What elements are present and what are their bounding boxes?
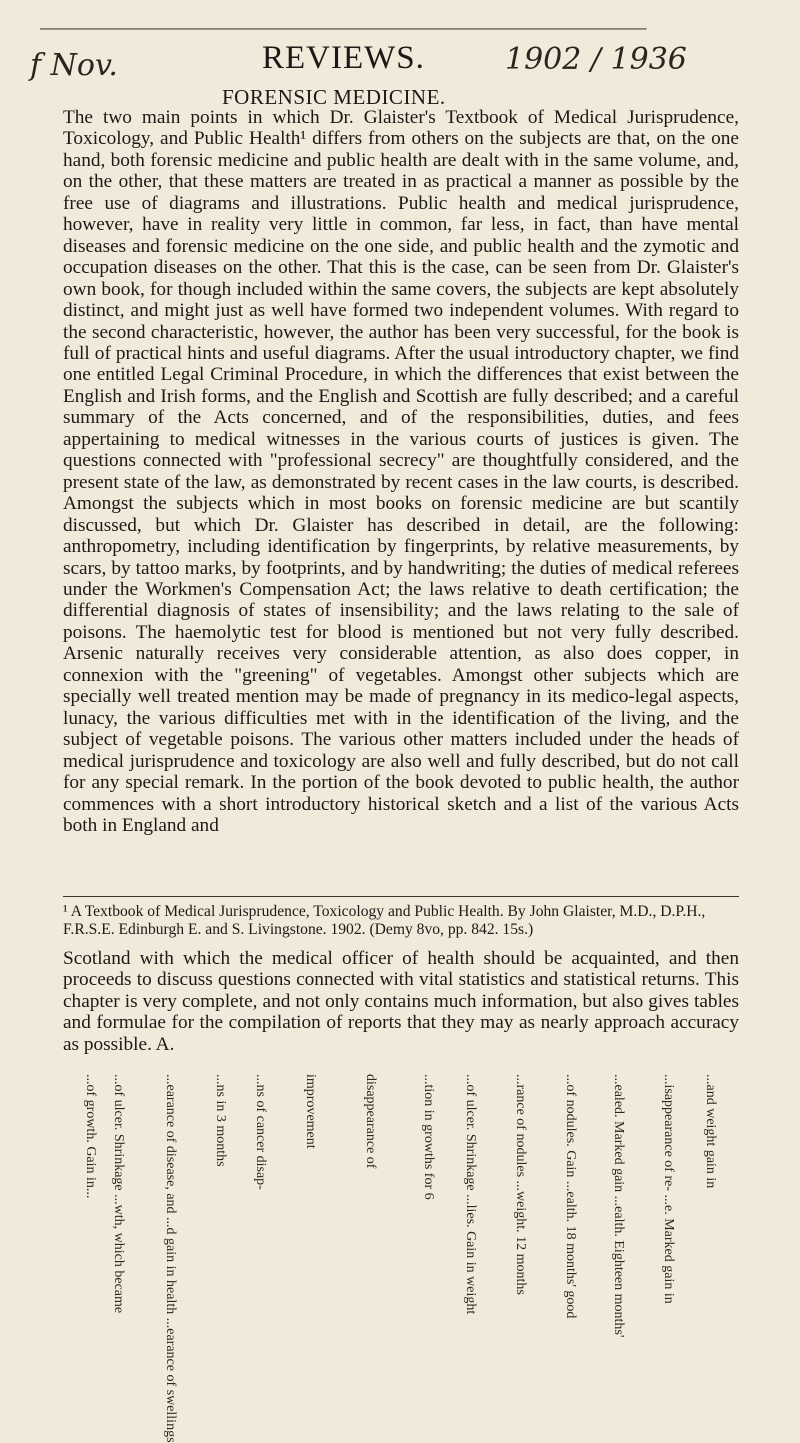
- table-column-text: improvement: [303, 1074, 318, 1149]
- article-paragraph: Scotland with which the medical officer of health should be acquainted, and then proceeds to discuss questions connected with vital statistics and statistical returns. This chapter is very complete, and not only contains much information, but also gives tables and formulae for the compilation of reports that they may as nearly approach accuracy as possible. A.: [63, 948, 739, 1055]
- footnote-divider: [63, 896, 739, 897]
- handwritten-note-left: f Nov.: [30, 48, 118, 83]
- article-body: [63, 107, 739, 836]
- running-head: REVIEWS.: [262, 40, 425, 76]
- bleed-through-table: [63, 1066, 739, 1443]
- article-body-continued: [63, 948, 739, 1055]
- table-column-text: ...of ulcer. Shrinkage ...lies. Gain in weight: [463, 1074, 478, 1315]
- table-column-text: ...rance of nodules ...weight. 12 months: [513, 1074, 528, 1295]
- struck-out-annotation: ———————————————————————————————: [40, 14, 647, 39]
- table-column-text: ...ealed. Marked gain ...ealth. Eighteen months': [611, 1074, 626, 1338]
- table-column-text: ...earance of disease, and ...d gain in health ...earance of swellings: [163, 1074, 178, 1443]
- handwritten-note-right: 1902 / 1936: [505, 42, 687, 77]
- table-column-text: ...ns of cancer disap-: [253, 1074, 268, 1190]
- table-column-text: ...isappearance of re- ...e. Marked gain in: [661, 1074, 676, 1304]
- table-column-text: ...of ulcer. Shrinkage ...wth, which became: [111, 1074, 126, 1314]
- table-column-text: ...tion in growths for 6: [421, 1074, 436, 1200]
- section-title: FORENSIC MEDICINE.: [222, 85, 446, 109]
- table-column-text: ...of growth. Gain in...: [83, 1074, 98, 1199]
- table-column-text: ...of nodules. Gain ...ealth. 18 months' good: [563, 1074, 578, 1319]
- footnote: ¹ A Textbook of Medical Jurisprudence, Toxicology and Public Health. By John Glaister, M.D., D.P.H., F.R.S.E. Edinburgh E. and S. Livingstone. 1902. (Demy 8vo, pp. 842. 15s.): [63, 903, 706, 938]
- article-paragraph: The two main points in which Dr. Glaister's Textbook of Medical Jurisprudence, Toxicology, and Public Health¹ differs from others on the subjects are that, on the one hand, both forensic medicine and public health are dealt with in the same volume, and, on the other, that these matters are treated in as practical a manner as possible by the free use of diagrams and illustrations. Public health and medical jurisprudence, however, have in reality very little in common, far less, in fact, than have mental diseases and forensic medicine on the one side, and public health and the zymotic and occupation diseases on the other. That this is the case, can be seen from Dr. Glaister's own book, for though included within the same covers, the subjects are kept absolutely distinct, and might just as well have formed two independent volumes. With regard to the second characteristic, however, the author has been very successful, for the book is full of practical hints and useful diagrams. After the usual introductory chapter, we find one entitled Legal Criminal Procedure, in which the differences that exist between the English and Irish forms, and the English and Scottish are fully described; and a careful summary of the Acts concerned, and of the responsibilities, duties, and fees appertaining to medical witnesses in the various courts of justices is given. The questions connected with "professional secrecy" are thoughtfully considered, and the present state of the law, as demonstrated by recent cases in the law courts, is described. Amongst the subjects which in most books on forensic medicine are but scantily discussed, but which Dr. Glaister has described in detail, are the following: anthropometry, including identification by fingerprints, by relative measurements, by scars, by tattoo marks, by footprints, and by handwriting; the duties of medical referees under the Workmen's Compensation Act; the laws relative to death certification; the differential diagnosis of states of insensibility; and the laws relating to the sale of poisons. The haemolytic test for blood is mentioned but not very fully described. Arsenic naturally receives very considerable attention, as also does copper, in connexion with the "greening" of vegetables. Amongst other subjects which are specially well treated mention may be made of pregnancy in its medico-legal aspects, lunacy, the various difficulties met with in the identification of the living, and the subject of vegetable poisons. The various other matters included under the heads of medical jurisprudence and toxicology are also well and fully described, but do not call for any special remark. In the portion of the book devoted to public health, the author commences with a short introductory historical sketch and a list of the various Acts both in England and: [63, 107, 739, 836]
- table-column-text: ...and weight gain in: [703, 1074, 718, 1189]
- table-column-text: disappearance of: [363, 1074, 378, 1169]
- table-column-text: ...ns in 3 months: [213, 1074, 228, 1167]
